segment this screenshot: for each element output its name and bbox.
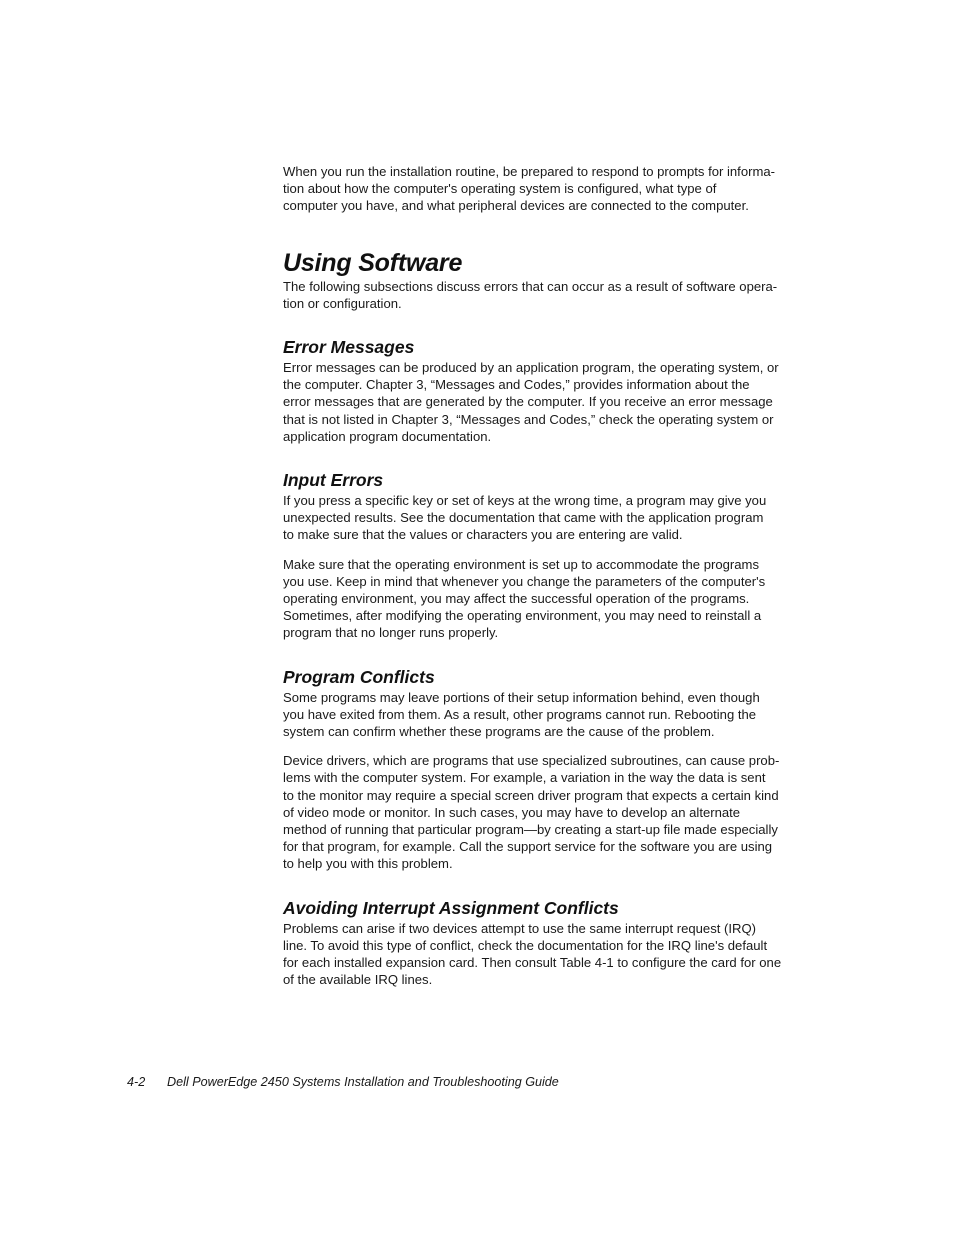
text-line: Make sure that the operating environment is set up to accommodate the programs <box>283 556 759 572</box>
text-line: to help you with this problem. <box>283 856 453 872</box>
text-line: The following subsections discuss errors that can occur as a result of software opera- <box>283 278 778 294</box>
text-line: Sometimes, after modifying the operating environment, you may need to reinstall a <box>283 608 762 624</box>
text-line: to the monitor may require a special screen driver program that expects a certain kind <box>283 787 779 803</box>
text-line: When you run the installation routine, be prepared to respond to prompts for informa- <box>283 164 776 179</box>
text-line: Error messages can be produced by an application program, the operating system, or <box>283 360 779 376</box>
intro-paragraph <box>283 163 817 215</box>
text-line: to make sure that the values or characters you are entering are valid. <box>283 527 683 543</box>
text-line: tion about how the computer's operating system is configured, what type of <box>283 181 717 197</box>
text-line: error messages that are generated by the computer. If you receive an error message <box>283 394 773 410</box>
heading-error-messages: Error Messages <box>283 337 415 358</box>
text-line: for that program, for example. Call the support service for the software you are using <box>283 839 773 855</box>
footer-book-title: Dell PowerEdge 2450 Systems Installation and Troubleshooting Guide <box>167 1075 559 1089</box>
error-messages-paragraph <box>283 359 817 445</box>
text-line: program that no longer runs properly. <box>283 625 499 641</box>
section-intro-paragraph <box>283 278 817 312</box>
text-line: Device drivers, which are programs that use specialized subroutines, can cause prob- <box>283 753 780 769</box>
heading-irq-conflicts: Avoiding Interrupt Assignment Conflicts <box>283 897 619 918</box>
page-footer <box>127 1074 559 1091</box>
section-title: Using Software <box>283 248 463 277</box>
text-line: that is not listed in Chapter 3, “Messages and Codes,” check the operating system or <box>283 411 774 427</box>
text-line: If you press a specific key or set of keys at the wrong time, a program may give you <box>283 493 767 509</box>
input-errors-paragraph-2 <box>283 556 817 642</box>
text-line: Some programs may leave portions of their setup information behind, even though <box>283 689 760 705</box>
heading-program-conflicts: Program Conflicts <box>283 666 435 687</box>
irq-conflicts-paragraph <box>283 920 817 989</box>
text-line: Problems can arise if two devices attempt to use the same interrupt request (IRQ) <box>283 920 757 936</box>
text-line: of the available IRQ lines. <box>283 972 433 988</box>
text-line: line. To avoid this type of conflict, check the documentation for the IRQ line's default <box>283 937 768 953</box>
text-line: the computer. Chapter 3, “Messages and Codes,” provides information about the <box>283 377 750 393</box>
text-line: method of running that particular program—by creating a start-up file made especially <box>283 822 778 838</box>
text-line: unexpected results. See the documentation that came with the application program <box>283 510 764 526</box>
page-content <box>283 163 817 989</box>
text-line: tion or configuration. <box>283 295 402 311</box>
text-line: system can confirm whether these programs are the cause of the problem. <box>283 724 715 740</box>
text-line: you use. Keep in mind that whenever you change the parameters of the computer's <box>283 573 766 589</box>
program-conflicts-paragraph-1 <box>283 689 817 741</box>
text-line: operating environment, you may affect the successful operation of the programs. <box>283 591 750 607</box>
footer-page-number: 4-2 <box>127 1075 146 1089</box>
text-line: you have exited from them. As a result, other programs cannot run. Rebooting the <box>283 706 757 722</box>
program-conflicts-paragraph-2 <box>283 752 817 872</box>
text-line: computer you have, and what peripheral devices are connected to the computer. <box>283 198 749 214</box>
heading-input-errors: Input Errors <box>283 470 384 491</box>
text-line: for each installed expansion card. Then consult Table 4-1 to configure the card for one <box>283 955 782 971</box>
text-line: of video mode or monitor. In such cases, you may have to develop an alternate <box>283 804 741 820</box>
text-line: application program documentation. <box>283 428 492 444</box>
input-errors-paragraph-1 <box>283 492 817 544</box>
text-line: lems with the computer system. For example, a variation in the way the data is sent <box>283 770 766 786</box>
